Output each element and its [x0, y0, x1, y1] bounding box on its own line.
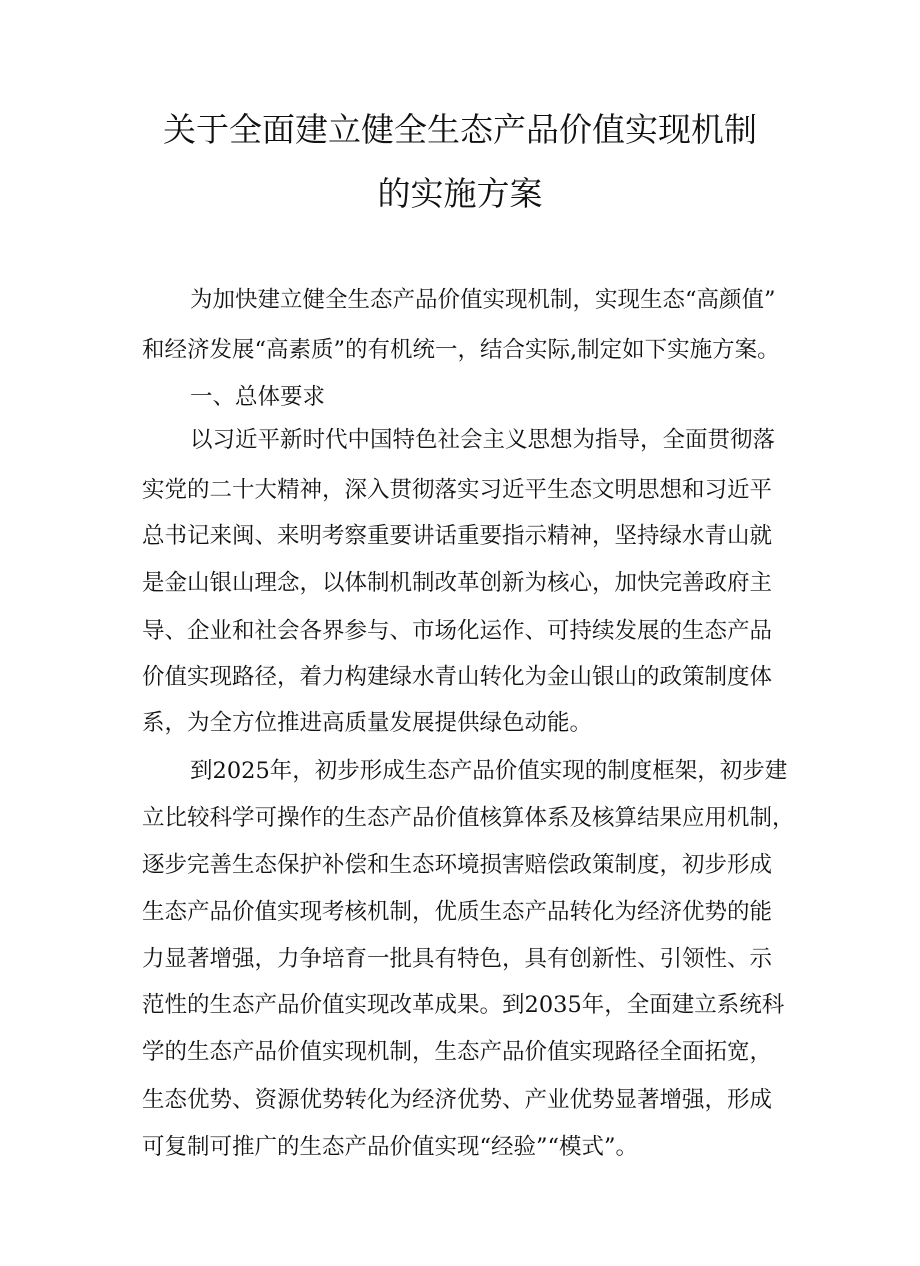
body-line: 系，为全方位推进高质量发展提供绿色动能。 — [142, 710, 593, 736]
body-line: 导、企业和社会各界参与、市场化运作、可持续发展的生态产品 — [142, 618, 773, 644]
body-line: 生态产品价值实现考核机制，优质生态产品转化为经济优势的能 — [142, 899, 773, 925]
body-line: 力显著增强，力争培育一批具有特色，具有创新性、引领性、示 — [142, 946, 773, 972]
section-heading: 一、总体要求 — [190, 384, 326, 410]
body-line: 范性的生态产品价值实现改革成果。到2035年，全面建立系统科 — [142, 992, 785, 1018]
body-line: 以习近平新时代中国特色社会主义思想为指导，全面贯彻落 — [190, 427, 776, 453]
document-title-line-1: 关于全面建立健全生态产品价值实现机制 — [163, 110, 757, 149]
body-line: 生态优势、资源优势转化为经济优势、产业优势显著增强，形成 — [142, 1087, 773, 1113]
body-line: 是金山银山理念，以体制机制改革创新为核心，加快完善政府主 — [142, 570, 773, 596]
body-line: 和经济发展“高素质”的有机统一，结合实际,制定如下实施方案。 — [142, 337, 780, 363]
body-line: 可复制可推广的生态产品价值实现“经验”“模式”。 — [142, 1134, 639, 1160]
body-line: 实党的二十大精神，深入贯彻落实习近平生态文明思想和习近平 — [142, 477, 773, 503]
body-line: 学的生态产品价值实现机制，生态产品价值实现路径全面拓宽， — [142, 1039, 773, 1065]
body-line: 立比较科学可操作的生态产品价值核算体系及核算结果应用机制， — [142, 805, 795, 831]
body-line: 价值实现路径，着力构建绿水青山转化为金山银山的政策制度体 — [142, 664, 773, 690]
body-line: 为加快建立健全生态产品价值实现机制，实现生态“高颜值” — [190, 287, 776, 313]
document-title-line-2: 的实施方案 — [377, 174, 543, 213]
body-line: 总书记来闽、来明考察重要讲话重要指示精神，坚持绿水青山就 — [142, 523, 773, 549]
body-line: 逐步完善生态保护补偿和生态环境损害赔偿政策制度，初步形成 — [142, 852, 773, 878]
body-line: 到2025年，初步形成生态产品价值实现的制度框架，初步建 — [190, 758, 788, 784]
